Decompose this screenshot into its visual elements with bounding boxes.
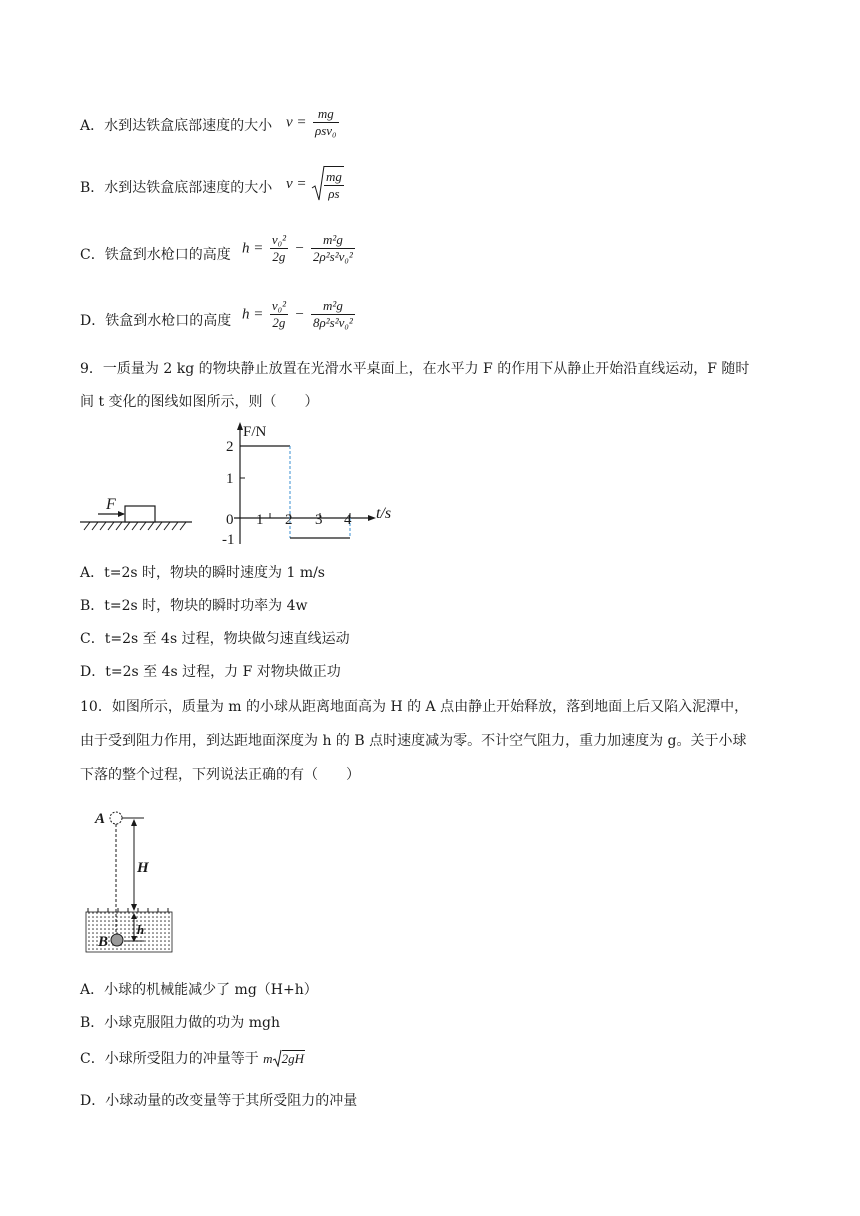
height-label: H: [137, 860, 149, 876]
formula-lhs: v =: [286, 114, 307, 131]
q10-option-c-text: C．小球所受阻力的冲量等于: [80, 1051, 259, 1067]
q9-stem-line-2: 间 t 变化的图线如图所示，则（ ）: [80, 394, 319, 410]
fraction-numerator: mg: [325, 169, 342, 184]
x-tick-4: 4: [344, 512, 352, 528]
q10-option-a: A．小球的机械能减少了 mg（H+h）: [80, 982, 318, 998]
q9-option-b: B．t=2s 时，物块的瞬时功率为 4w: [80, 598, 308, 614]
y-tick-1: 1: [226, 471, 234, 487]
x-tick-1: 1: [256, 512, 264, 528]
q8-option-a: [80, 116, 272, 136]
formula-fraction: [324, 166, 344, 202]
point-b-label: B: [98, 934, 109, 950]
square-root: [311, 164, 346, 204]
q8-option-b-text: 水到达铁盒底部速度的大小: [104, 180, 273, 196]
q10-option-d: D．小球动量的改变量等于其所受阻力的冲量: [80, 1093, 358, 1109]
origin-label: 0: [226, 512, 234, 528]
q8-option-a-formula: [286, 106, 341, 139]
fraction-denominator: ρs: [328, 186, 340, 201]
q8-option-b-formula: [286, 164, 346, 204]
formula-term-2: [311, 232, 355, 265]
momentum-m: m: [263, 1051, 273, 1066]
q8-option-a-text: 水到达铁盒底部速度的大小: [104, 118, 273, 134]
q8-option-a-label: A．: [80, 118, 105, 134]
q8-option-c-label: C．: [80, 247, 105, 263]
q8-option-c-formula: [242, 232, 357, 265]
x-tick-3: 3: [315, 512, 323, 528]
minus-sign: −: [294, 240, 305, 257]
formula-term-1: [270, 298, 288, 331]
q9-option-d: D．t=2s 至 4s 过程，力 F 对物块做正功: [80, 664, 341, 680]
formula-lhs: v =: [286, 176, 307, 192]
force-label: F: [106, 496, 116, 513]
q8-option-d-formula: [242, 298, 357, 331]
q8-option-b: [80, 178, 272, 198]
x-tick-2: 2: [285, 512, 293, 528]
q9-option-a: A．t=2s 时，物块的瞬时速度为 1 m/s: [80, 565, 325, 581]
q9-stem-line-1: 9．一质量为 2 kg 的物块静止放置在光滑水平桌面上，在水平力 F 的作用下从静止开始沿直线运动，F 随时: [80, 361, 750, 377]
q10-stem-line-2: 由于受到阻力作用，到达距地面深度为 h 的 B 点时速度减为零。不计空气阻力，重力加速度为 g。关于小球: [80, 733, 747, 749]
q8-option-d: [80, 311, 231, 331]
y-tick-2: 2: [226, 439, 234, 455]
radical-sign-icon: [311, 164, 325, 204]
y-axis-label: F/N: [243, 424, 267, 440]
block-on-table-diagram: [80, 506, 192, 530]
ball-end-position: [111, 934, 123, 946]
formula-lhs: h =: [242, 240, 264, 257]
fraction-denominator: 2ρ²s²v₀²: [313, 249, 353, 264]
q8-option-b-label: B．: [80, 180, 105, 196]
depth-label: h: [137, 922, 145, 937]
q10-option-c: [80, 1049, 305, 1069]
fraction-denominator: 2g: [272, 249, 286, 264]
q10-option-b: B．小球克服阻力做的功为 mgh: [80, 1015, 280, 1031]
radical-sign-icon: [273, 1049, 282, 1067]
y-tick-minus-1: -1: [222, 532, 235, 548]
q8-option-d-text: 铁盒到水枪口的高度: [105, 313, 232, 329]
formula-term-2: [311, 298, 355, 331]
fraction-numerator: v₀²: [271, 232, 287, 247]
formula-fraction: [313, 106, 339, 139]
q9-figure: [80, 420, 400, 550]
fraction-denominator: ρsv₀: [314, 123, 337, 138]
q9-option-c: C．t=2s 至 4s 过程，物块做匀速直线运动: [80, 631, 350, 647]
formula-term-1: [270, 232, 288, 265]
q10-stem-line-3: 下落的整个过程，下列说法正确的有（ ）: [80, 767, 360, 783]
radical-content: 2gH: [281, 1051, 304, 1066]
q10-figure: [80, 800, 190, 960]
formula-lhs: h =: [242, 306, 264, 323]
fraction-numerator: m²g: [311, 298, 355, 315]
fraction-denominator: 2g: [272, 315, 286, 330]
x-axis-label: t/s: [376, 505, 392, 522]
minus-sign: −: [294, 306, 305, 323]
q8-option-c: [80, 245, 231, 265]
fraction-numerator: mg: [313, 106, 339, 123]
point-a-label: A: [95, 811, 106, 827]
fraction-numerator: m²g: [311, 232, 355, 249]
q10-stem-line-1: 10．如图所示，质量为 m 的小球从距离地面高为 H 的 A 点由静止开始释放，落到地面上后又陷入泥潭中，: [80, 699, 749, 715]
fraction-numerator: v₀²: [271, 298, 287, 313]
ball-start-position: [110, 812, 122, 824]
q8-option-d-label: D．: [80, 313, 106, 329]
fraction-denominator: 8ρ²s²v₀²: [313, 315, 353, 330]
q8-option-c-text: 铁盒到水枪口的高度: [104, 247, 231, 263]
